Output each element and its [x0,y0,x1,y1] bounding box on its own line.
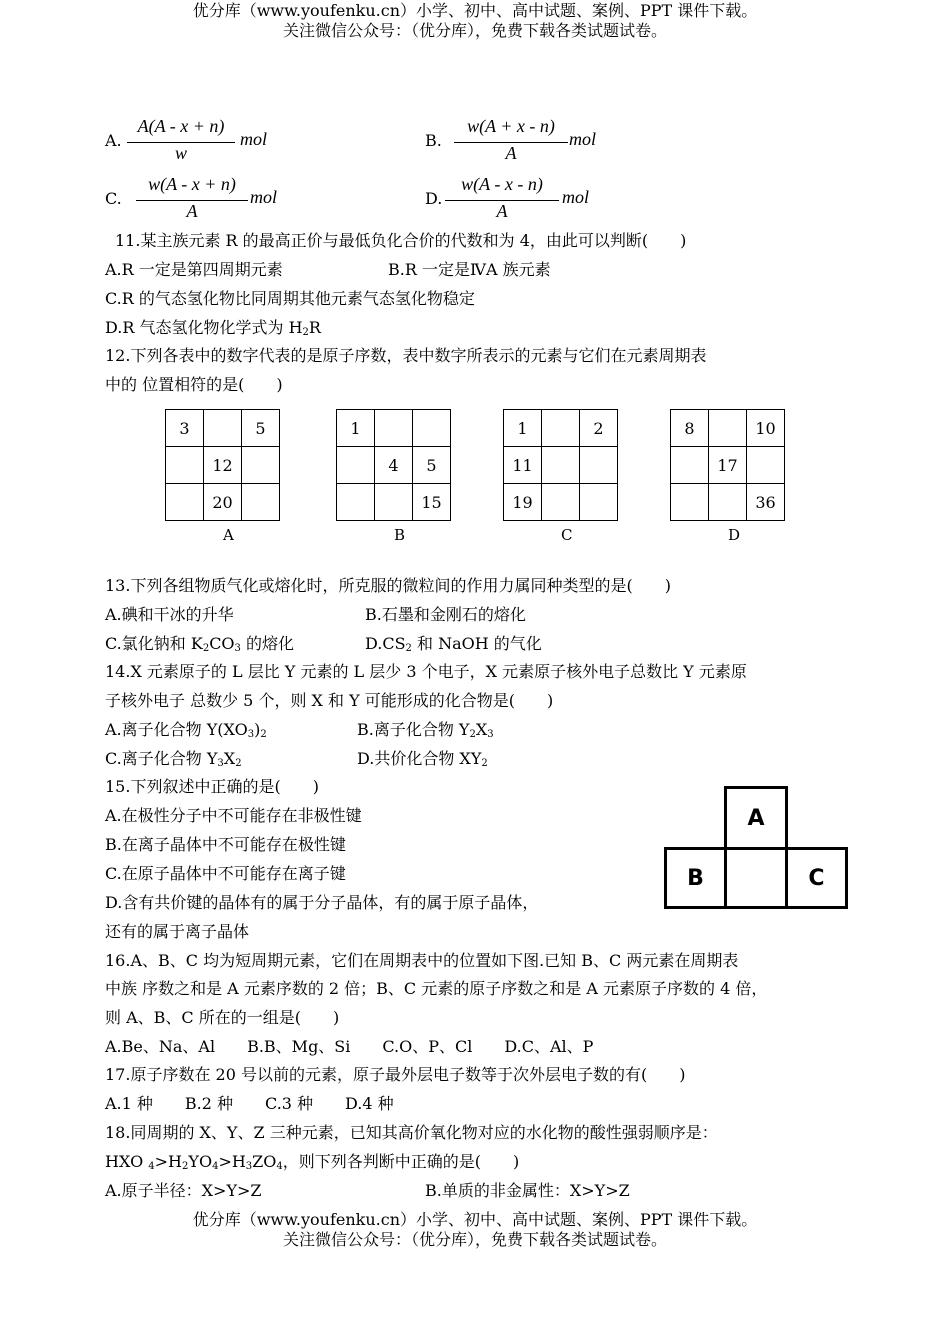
q11-option-c: C.R 的气态氢化物比同周期其他元素气态氢化物稳定 [105,289,475,308]
q15-stem: 15.下列叙述中正确的是( ) [105,777,319,796]
header-line-2: 关注微信公众号：（优分库），免费下载各类试题试卷。 [282,21,667,40]
q16-options: A.Be、Na、Al B.B、Mg、Si C.O、P、Cl D.C、Al、P [105,1037,594,1056]
q13-option-b: B.石墨和金刚石的熔化 [365,605,526,624]
q14-option-c: C.离子化合物 $Y_3X_2$ [105,749,242,769]
q12-grid-d: 8 10 17 36 [670,409,785,521]
q13-option-d: $D.CS_2$ 和 NaOH 的气化 [365,634,542,654]
q12-grid-a-label: A [223,526,234,544]
q11-option-a: A.R 一定是第四周期元素 [105,260,283,279]
footer-line-1: 优分库（www.youfenku.cn）小学、初中、高中试题、案例、PPT 课件下载。 [192,1210,758,1229]
q16-stem-2: 中族 序数之和是 A 元素序数的 2 倍；B、C 元素的原子序数之和是 A 元素原子序数的 4 倍， [105,979,768,998]
q18-stem-2: HXO $_4>H_2YO_4>H_3ZO_4$，则下列各判断中正确的是( ) [105,1152,520,1172]
q14-option-a: A.离子化合物 $Y(XO_3)_2$ [105,720,267,740]
q10-option-b-label: B. [425,131,442,150]
q10-option-a-fraction: A(A - x + n) w [125,116,237,168]
q12-grid-b-label: B [394,526,406,544]
q17-options: A.1 种 B.2 种 C.3 种 D.4 种 [105,1094,394,1113]
q14-option-b: B.离子化合物 $Y_2X_3$ [357,720,494,740]
q12-stem-1: 12.下列各表中的数字代表的是原子序数，表中数字所表示的元素与它们在元素周期表 [105,346,707,365]
q18-stem: 18.同周期的 X、Y、Z 三种元素，已知其高价氧化物对应的水化物的酸性强弱顺序是： [105,1123,718,1142]
q15-option-b: B.在离子晶体中不可能存在极性键 [105,835,346,854]
q12-grid-c: 1 2 11 19 [503,409,618,521]
figure-box-c: C [785,847,848,909]
q11-option-b: B.R 一定是ⅣA 族元素 [388,260,551,279]
q13-option-a: A.碘和干冰的升华 [105,605,234,624]
header-line-1: 优分库（www.youfenku.cn）小学、初中、高中试题、案例、PPT 课件下载。 [192,1,758,20]
q12-stem-2: 中的 位置相符的是( ) [105,375,283,394]
q15-option-a: A.在极性分子中不可能存在非极性键 [105,806,362,825]
q15-option-c: C.在原子晶体中不可能存在离子键 [105,864,346,883]
q15-option-d-1: D.含有共价键的晶体有的属于分子晶体，有的属于原子晶体， [105,893,539,912]
q17-stem: 17.原子序数在 20 号以前的元素，原子最外层电子数等于次外层电子数的有( ) [105,1065,686,1084]
q12-grid-c-label: C [561,526,573,544]
q18-option-b: B.单质的非金属性：X>Y>Z [425,1181,630,1200]
q10-option-a-label: A. [105,131,122,150]
q10-option-c-fraction: w(A - x + n) A [134,174,250,226]
q12-grid-a: 3 5 12 20 [165,409,280,521]
footer-line-2: 关注微信公众号：（优分库），免费下载各类试题试卷。 [282,1230,667,1249]
q10-option-b-fraction: w(A + x - n) A [452,116,570,168]
q14-stem-2: 子核外电子 总数少 5 个，则 X 和 Y 可能形成的化合物是( ) [105,691,554,710]
q12-grid-d-label: D [728,526,741,544]
q10-option-d-fraction: w(A - x - n) A [443,174,561,226]
q16-stem-1: 16.A、B、C 均为短周期元素，它们在周期表中的位置如下图.已知 B、C 两元素在周期表 [105,951,739,970]
q12-grid-b: 1 4 5 15 [336,409,451,521]
q11-stem: 11.某主族元素 R 的最高正价与最低负化合价的代数和为 4，由此可以判断( ) [115,231,687,250]
q11-option-d: D.R 气态氢化物化学式为 $H_2R$ [105,318,321,338]
figure-box-empty [724,847,788,909]
figure-box-a: A [724,786,788,850]
q14-option-d: D.共价化合物 $XY_2$ [357,749,488,769]
q10-option-d-label: D. [425,189,443,208]
q16-stem-3: 则 A、B、C 所在的一组是( ) [105,1008,340,1027]
q13-stem: 13.下列各组物质气化或熔化时，所克服的微粒间的作用力属同种类型的是( ) [105,576,671,595]
q14-stem-1: 14.X 元素原子的 L 层比 Y 元素的 L 层少 3 个电子，X 元素原子核外电子总数比 Y 元素原 [105,662,747,681]
q13-option-c: C.氯化钠和 $K_2CO_3$ 的熔化 [105,634,295,654]
q18-option-a: A.原子半径：X>Y>Z [105,1181,262,1200]
q15-option-d-2: 还有的属于离子晶体 [105,922,250,941]
q10-option-c-label: C. [105,189,122,208]
figure-box-b: B [664,847,727,909]
